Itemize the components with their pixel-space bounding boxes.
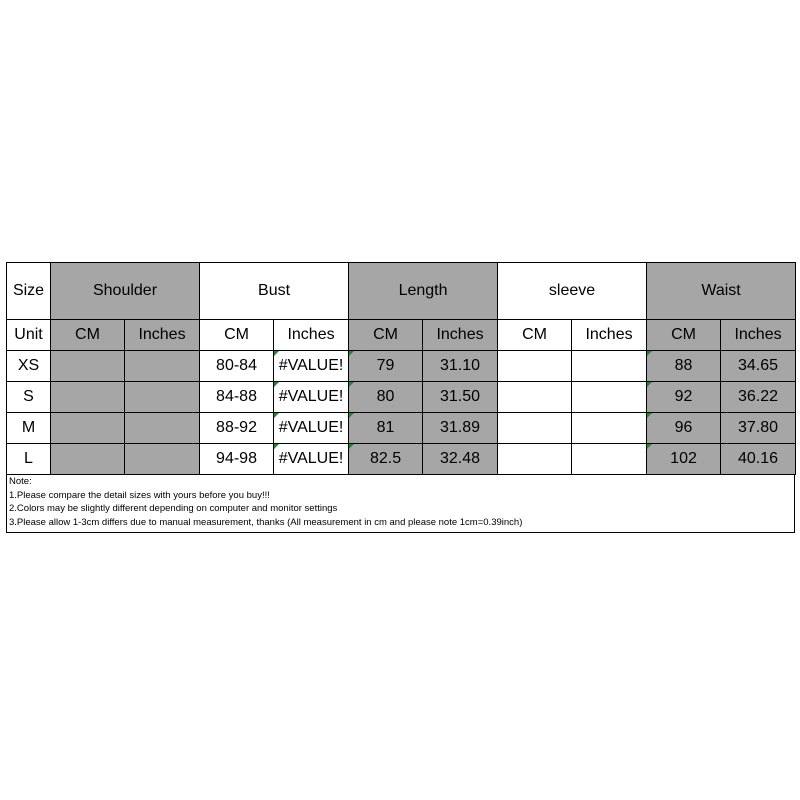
header-sleeve: sleeve bbox=[498, 263, 647, 320]
length-cm-cell: 82.5 bbox=[349, 444, 423, 475]
length-cm-cell: 81 bbox=[349, 413, 423, 444]
shoulder-inches-cell bbox=[125, 444, 200, 475]
size-cell: L bbox=[7, 444, 51, 475]
header-size: Size bbox=[7, 263, 51, 320]
waist-inches-cell: 40.16 bbox=[721, 444, 796, 475]
shoulder-cm-cell bbox=[51, 351, 125, 382]
bust-cm-unit: CM bbox=[200, 320, 274, 351]
note-line: 3.Please allow 1-3cm differs due to manual measurement, thanks (All measurement in cm and please note 1cm=0.39inch) bbox=[9, 516, 523, 528]
bust-cm-cell: 80-84 bbox=[200, 351, 274, 382]
note-line: 2.Colors may be slightly different depending on computer and monitor settings bbox=[9, 503, 338, 514]
table-row bbox=[7, 351, 796, 382]
shoulder-cm-cell bbox=[51, 444, 125, 475]
table-row bbox=[7, 382, 796, 413]
waist-cm-cell: 102 bbox=[647, 444, 721, 475]
length-inches-cell: 32.48 bbox=[423, 444, 498, 475]
bust-inches-cell: #VALUE! bbox=[274, 382, 349, 413]
sleeve-inches-unit: Inches bbox=[572, 320, 647, 351]
sleeve-inches-cell bbox=[572, 413, 647, 444]
sleeve-inches-cell bbox=[572, 382, 647, 413]
sleeve-cm-cell bbox=[498, 413, 572, 444]
sleeve-cm-cell bbox=[498, 444, 572, 475]
sleeve-inches-cell bbox=[572, 444, 647, 475]
shoulder-inches-cell bbox=[125, 413, 200, 444]
length-cm-unit: CM bbox=[349, 320, 423, 351]
length-cm-cell: 80 bbox=[349, 382, 423, 413]
waist-cm-cell: 88 bbox=[647, 351, 721, 382]
bust-inches-cell: #VALUE! bbox=[274, 413, 349, 444]
header-row bbox=[7, 263, 796, 320]
shoulder-cm-cell bbox=[51, 382, 125, 413]
length-inches-cell: 31.89 bbox=[423, 413, 498, 444]
bust-cm-cell: 88-92 bbox=[200, 413, 274, 444]
waist-cm-cell: 96 bbox=[647, 413, 721, 444]
waist-cm-cell: 92 bbox=[647, 382, 721, 413]
length-inches-cell: 31.50 bbox=[423, 382, 498, 413]
size-table bbox=[6, 262, 796, 475]
size-cell: M bbox=[7, 413, 51, 444]
bust-inches-unit: Inches bbox=[274, 320, 349, 351]
waist-cm-unit: CM bbox=[647, 320, 721, 351]
shoulder-inches-cell bbox=[125, 351, 200, 382]
unit-label: Unit bbox=[7, 320, 51, 351]
bust-inches-cell: #VALUE! bbox=[274, 444, 349, 475]
waist-inches-cell: 36.22 bbox=[721, 382, 796, 413]
shoulder-inches-cell bbox=[125, 382, 200, 413]
waist-inches-cell: 34.65 bbox=[721, 351, 796, 382]
sleeve-cm-unit: CM bbox=[498, 320, 572, 351]
bust-cm-cell: 94-98 bbox=[200, 444, 274, 475]
notes-box bbox=[6, 475, 795, 533]
sleeve-cm-cell bbox=[498, 382, 572, 413]
waist-inches-unit: Inches bbox=[721, 320, 796, 351]
bust-inches-cell: #VALUE! bbox=[274, 351, 349, 382]
table-row bbox=[7, 444, 796, 475]
header-length: Length bbox=[349, 263, 498, 320]
length-inches-unit: Inches bbox=[423, 320, 498, 351]
bust-cm-cell: 84-88 bbox=[200, 382, 274, 413]
sleeve-inches-cell bbox=[572, 351, 647, 382]
shoulder-inches-unit: Inches bbox=[125, 320, 200, 351]
header-bust: Bust bbox=[200, 263, 349, 320]
sleeve-cm-cell bbox=[498, 351, 572, 382]
shoulder-cm-unit: CM bbox=[51, 320, 125, 351]
size-chart bbox=[6, 262, 795, 533]
table-row bbox=[7, 413, 796, 444]
note-heading: Note: bbox=[9, 476, 32, 487]
header-waist: Waist bbox=[647, 263, 796, 320]
length-cm-cell: 79 bbox=[349, 351, 423, 382]
length-inches-cell: 31.10 bbox=[423, 351, 498, 382]
shoulder-cm-cell bbox=[51, 413, 125, 444]
note-line: 1.Please compare the detail sizes with yours before you buy!!! bbox=[9, 489, 270, 501]
header-shoulder: Shoulder bbox=[51, 263, 200, 320]
size-cell: XS bbox=[7, 351, 51, 382]
size-cell: S bbox=[7, 382, 51, 413]
waist-inches-cell: 37.80 bbox=[721, 413, 796, 444]
unit-row bbox=[7, 320, 796, 351]
